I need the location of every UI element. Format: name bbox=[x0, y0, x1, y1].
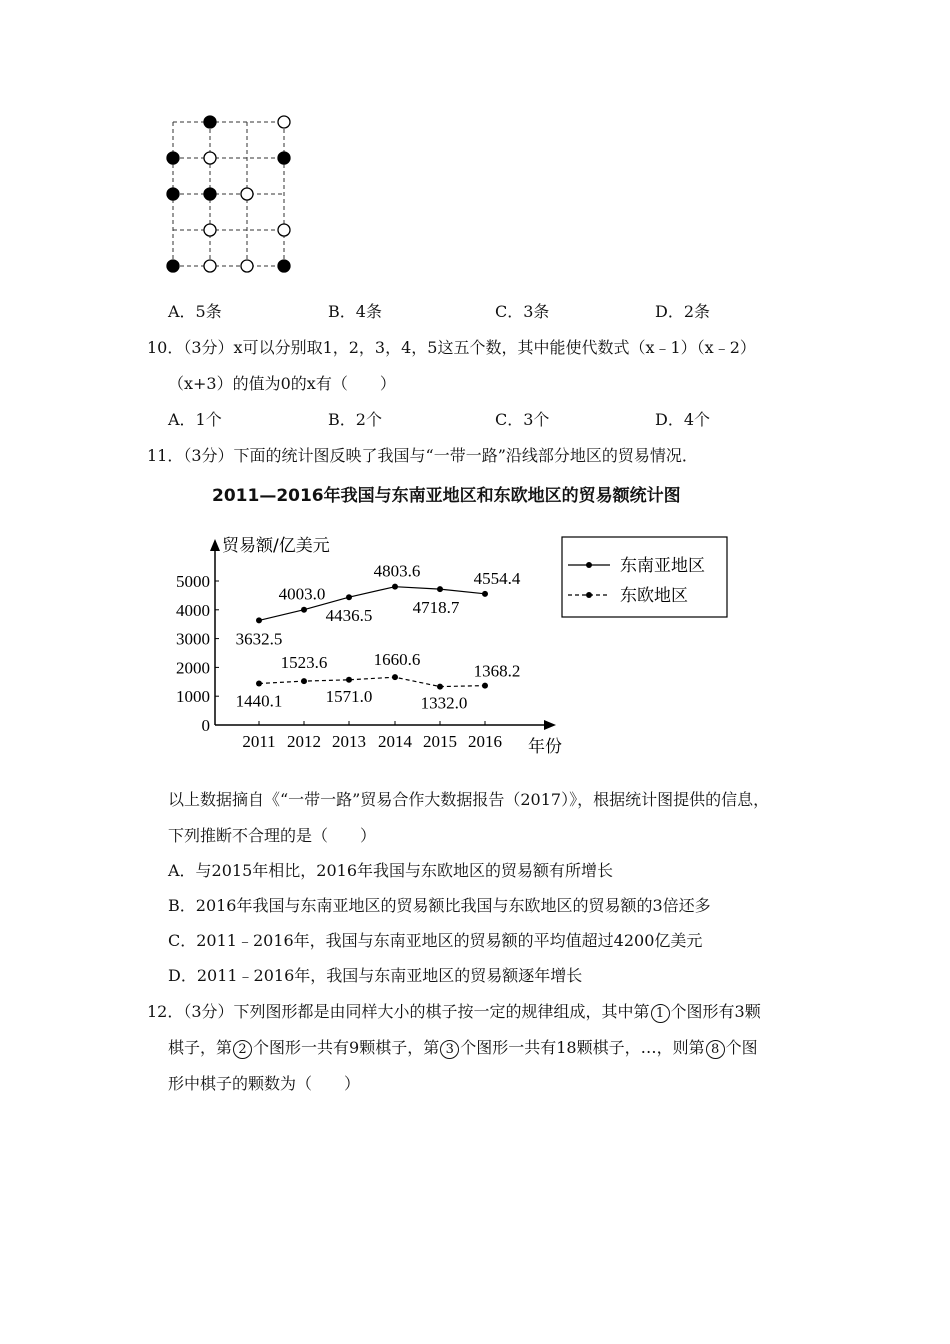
y-axis-label: 贸易额/亿美元 bbox=[222, 536, 330, 556]
white-stone bbox=[204, 260, 216, 272]
circled-number: 8 bbox=[706, 1040, 725, 1059]
legend-label: 东欧地区 bbox=[620, 586, 688, 606]
circled-number: 2 bbox=[233, 1040, 252, 1059]
q12-stem-line2 bbox=[168, 1037, 758, 1059]
data-label: 1523.6 bbox=[280, 653, 328, 673]
q10-stem-line2: （x+3）的值为0的x有（ ） bbox=[168, 374, 396, 393]
q12-text: 个图形一共有18颗棋子，…，则第 bbox=[460, 1038, 705, 1057]
data-label: 4803.6 bbox=[373, 561, 421, 581]
data-label: 1332.0 bbox=[420, 693, 468, 713]
circled-number: 3 bbox=[440, 1040, 459, 1059]
q12-text: 个图 bbox=[725, 1038, 758, 1057]
x-tick-label: 2013 bbox=[332, 732, 366, 751]
q12-stem-line1 bbox=[147, 1001, 761, 1023]
q10-option-c[interactable]: C．3个 bbox=[495, 410, 550, 429]
x-tick-label: 2011 bbox=[242, 732, 276, 751]
legend-label: 东南亚地区 bbox=[620, 556, 705, 576]
data-point bbox=[256, 681, 262, 687]
data-point bbox=[392, 674, 398, 680]
q9-dot-grid-figure bbox=[160, 110, 300, 280]
q12-text: 个图形有3颗 bbox=[670, 1002, 761, 1021]
data-label: 1660.6 bbox=[373, 650, 421, 670]
q11-source-line2: 下列推断不合理的是（ ） bbox=[168, 826, 377, 845]
q12-text: 个图形一共有9颗棋子，第 bbox=[253, 1038, 440, 1057]
data-label: 4554.4 bbox=[473, 568, 521, 588]
data-point bbox=[256, 617, 262, 623]
q10-option-a[interactable]: A．1个 bbox=[168, 410, 222, 429]
x-tick-label: 2012 bbox=[287, 732, 321, 751]
y-tick-label: 0 bbox=[201, 716, 210, 735]
q10-option-b[interactable]: B．2个 bbox=[328, 410, 382, 429]
q11-option-b[interactable]: B．2016年我国与东南亚地区的贸易额比我国与东欧地区的贸易额的3倍还多 bbox=[168, 896, 711, 915]
data-label: 1368.2 bbox=[473, 661, 521, 681]
q9-option-d[interactable]: D．2条 bbox=[655, 302, 711, 321]
white-stone bbox=[204, 224, 216, 236]
white-stone bbox=[241, 188, 253, 200]
q11-stem: 11．（3分）下面的统计图反映了我国与“一带一路”沿线部分地区的贸易情况． bbox=[147, 446, 698, 465]
data-point bbox=[482, 591, 488, 597]
q10-option-d[interactable]: D．4个 bbox=[655, 410, 711, 429]
data-point bbox=[301, 678, 307, 684]
x-tick-label: 2014 bbox=[378, 732, 412, 751]
q11-option-d[interactable]: D．2011﹣2016年，我国与东南亚地区的贸易额逐年增长 bbox=[168, 966, 583, 985]
q11-option-a[interactable]: A．与2015年相比，2016年我国与东欧地区的贸易额有所增长 bbox=[168, 861, 613, 880]
data-point bbox=[346, 594, 352, 600]
q12-text: 12．（3分）下列图形都是由同样大小的棋子按一定的规律组成，其中第 bbox=[147, 1002, 650, 1021]
data-point bbox=[482, 683, 488, 689]
q11-source-line1: 以上数据摘自《“一带一路”贸易合作大数据报告（2017）》，根据统计图提供的信息， bbox=[168, 790, 770, 809]
white-stone bbox=[204, 152, 216, 164]
black-stone bbox=[167, 152, 179, 164]
x-tick-label: 2016 bbox=[468, 732, 502, 751]
data-point bbox=[301, 607, 307, 613]
black-stone bbox=[167, 260, 179, 272]
q11-option-c[interactable]: C．2011﹣2016年，我国与东南亚地区的贸易额的平均值超过4200亿美元 bbox=[168, 931, 703, 950]
q12-text: 棋子，第 bbox=[168, 1038, 233, 1057]
x-axis-label: 年份 bbox=[528, 737, 562, 757]
data-point bbox=[346, 677, 352, 683]
chart-title: 2011—2016年我国与东南亚地区和东欧地区的贸易额统计图 bbox=[212, 486, 681, 506]
data-point bbox=[437, 586, 443, 592]
data-label: 3632.5 bbox=[235, 629, 283, 649]
black-stone bbox=[278, 260, 290, 272]
circled-number: 1 bbox=[651, 1004, 670, 1023]
y-tick-label: 5000 bbox=[176, 572, 210, 591]
y-tick-label: 1000 bbox=[176, 687, 210, 707]
white-stone bbox=[278, 224, 290, 236]
y-tick-label: 2000 bbox=[176, 658, 210, 678]
black-stone bbox=[278, 152, 290, 164]
series-line-eastern-europe bbox=[259, 677, 485, 686]
q9-option-a[interactable]: A．5条 bbox=[168, 302, 222, 321]
y-axis-arrow bbox=[210, 539, 220, 551]
q12-stem-line3: 形中棋子的颗数为（ ） bbox=[168, 1074, 361, 1093]
black-stone bbox=[204, 188, 216, 200]
x-tick-label: 2015 bbox=[423, 732, 457, 751]
x-axis-arrow bbox=[544, 720, 556, 730]
y-tick-label: 4000 bbox=[176, 600, 210, 620]
black-stone bbox=[167, 188, 179, 200]
q10-stem-line1: 10．（3分）x可以分别取1，2，3，4，5这五个数，其中能使代数式（x﹣1）（x﹣2） bbox=[147, 338, 756, 357]
y-tick-label: 3000 bbox=[176, 629, 210, 649]
data-label: 1440.1 bbox=[235, 691, 283, 711]
legend-marker bbox=[586, 592, 592, 598]
legend-marker bbox=[586, 562, 592, 568]
data-point bbox=[392, 584, 398, 590]
white-stone bbox=[278, 116, 290, 128]
q9-option-b[interactable]: B．4条 bbox=[328, 302, 382, 321]
data-label: 4003.0 bbox=[278, 584, 326, 604]
data-label: 4718.7 bbox=[412, 598, 460, 618]
trade-line-chart bbox=[170, 515, 740, 760]
black-stone bbox=[204, 116, 216, 128]
data-point bbox=[437, 684, 443, 690]
white-stone bbox=[241, 260, 253, 272]
data-label: 1571.0 bbox=[325, 686, 373, 706]
data-label: 4436.5 bbox=[325, 606, 373, 626]
q9-option-c[interactable]: C．3条 bbox=[495, 302, 550, 321]
